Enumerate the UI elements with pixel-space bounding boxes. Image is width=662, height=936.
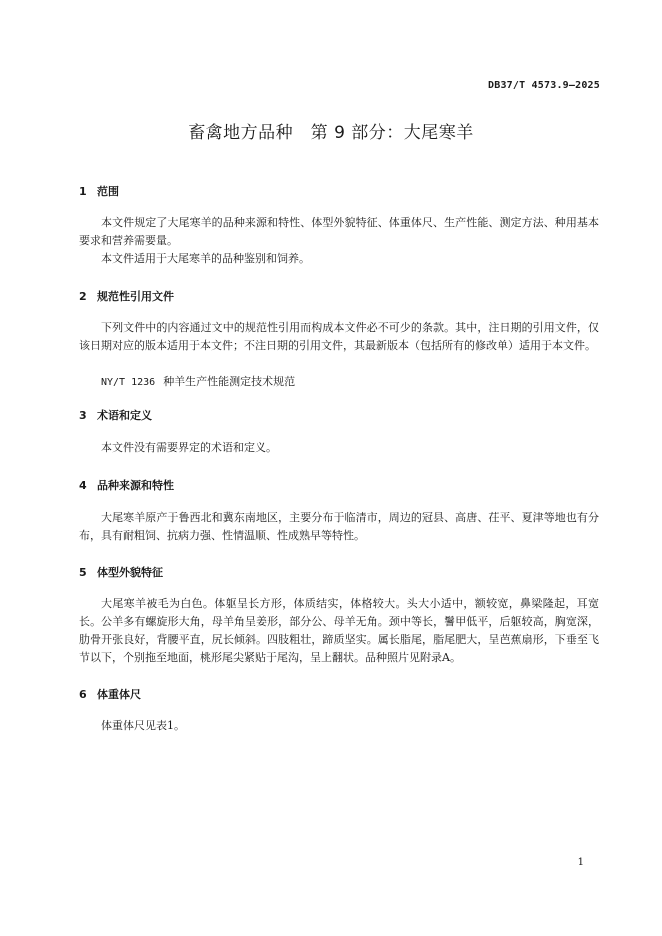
section-title: 品种来源和特性 [97,479,174,492]
section-title: 体型外貌特征 [97,566,163,579]
reference-item [101,373,295,389]
section-title: 术语和定义 [97,409,152,422]
section-number: 2 [79,290,87,303]
section-number: 3 [79,409,87,422]
section-number: 5 [79,566,87,579]
section-number: 1 [79,185,87,198]
reference-code: NY/T 1236 [101,377,156,388]
section-title: 体重体尺 [97,688,141,701]
reference-title: 种羊生产性能测定技术规范 [163,375,296,388]
document-title: 畜禽地方品种 第 9 部分：大尾寒羊 [188,123,474,143]
paragraph: 体重体尺见表1。 [101,719,185,732]
paragraph: 大尾寒羊原产于鲁西北和冀东南地区，主要分布于临清市，周边的冠县、高唐、茌平、夏津等地也有分布，具有耐粗饲、抗病力强、性情温顺、性成熟早等特性。 [79,511,599,542]
section-title: 规范性引用文件 [97,290,174,303]
section-heading-body-measurements [79,686,141,702]
section-heading-appearance [79,564,163,580]
section-heading-origin [79,477,174,493]
section-heading-scope [79,183,119,199]
standard-code: DB37/T 4573.9—2025 [488,80,600,91]
paragraph: 本文件没有需要界定的术语和定义。 [101,441,277,454]
paragraph: 大尾寒羊被毛为白色。体躯呈长方形，体质结实，体格较大。头大小适中，额较宽，鼻梁隆起，耳宽长。公羊多有螺旋形大角，母羊角呈姜形，部分公、母羊无角。颈中等长，鬐甲低平，后躯较高，胸宽深，肋骨开张良好，背腰平直，尻长倾斜。四肢粗壮，蹄质坚实。属长脂尾，脂尾肥大，呈芭蕉扇形，下垂至飞节以下，个别拖至地面，桃形尾尖紧贴于尾沟，呈上翻状。品种照片见附录A。 [79,597,599,664]
paragraph: 本文件适用于大尾寒羊的品种鉴别和饲养。 [101,252,310,265]
section-heading-normative-references [79,288,174,304]
section-number: 6 [79,688,87,701]
paragraph: 本文件规定了大尾寒羊的品种来源和特性、体型外貌特征、体重体尺、生产性能、测定方法、种用基本要求和营养需要量。 [79,216,599,247]
section-title: 范围 [97,185,119,198]
page-number: 1 [577,857,584,868]
paragraph: 下列文件中的内容通过文中的规范性引用而构成本文件必不可少的条款。其中，注日期的引用文件，仅该日期对应的版本适用于本文件；不注日期的引用文件，其最新版本（包括所有的修改单）适用于本文件。 [79,321,599,352]
section-number: 4 [79,479,87,492]
section-heading-terms [79,407,152,423]
